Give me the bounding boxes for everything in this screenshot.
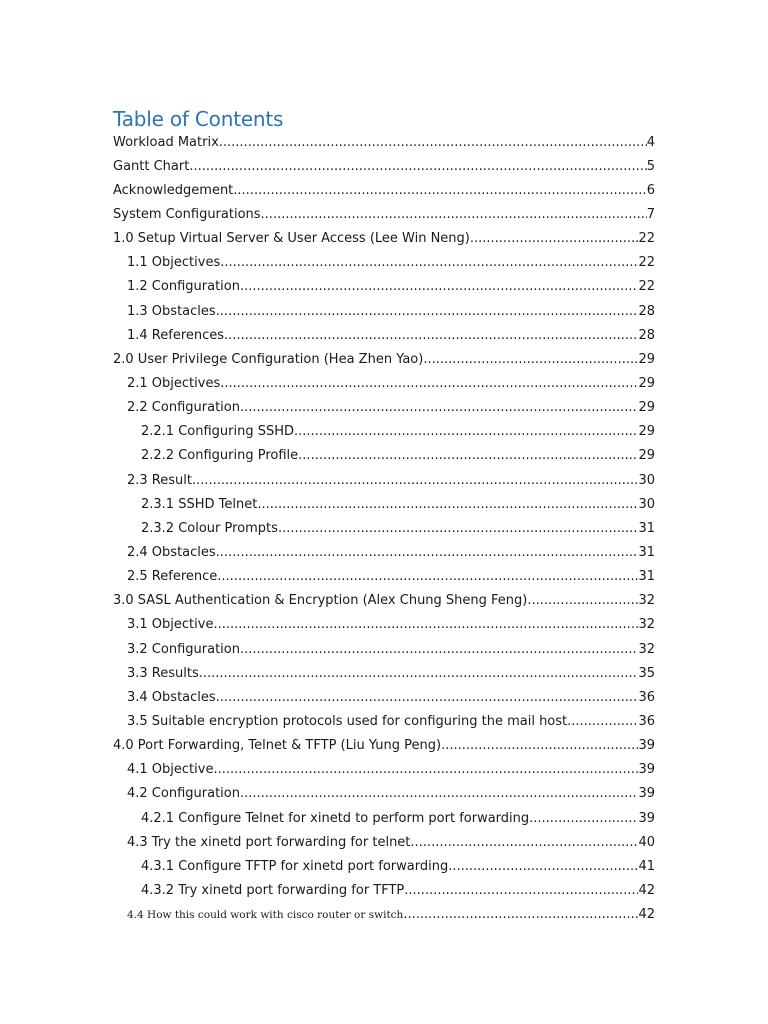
toc-entry[interactable]: [0, 371, 768, 395]
toc-entry-page-number[interactable]: 29: [638, 400, 655, 416]
toc-entry-row[interactable]: [113, 159, 655, 174]
toc-entry-label[interactable]: System Configurations: [113, 206, 261, 222]
toc-entry[interactable]: [0, 878, 768, 902]
toc-entry-page-number[interactable]: 28: [638, 303, 655, 319]
dot-leader: [199, 666, 639, 681]
dot-leader: [233, 183, 646, 198]
toc-entry[interactable]: [0, 589, 768, 613]
dot-leader: [527, 593, 638, 608]
toc-entry-page-number[interactable]: 22: [638, 255, 655, 271]
toc-entry[interactable]: [0, 227, 768, 251]
dot-leader: [294, 424, 638, 439]
toc-entry-row[interactable]: [113, 207, 655, 222]
toc-entry-label[interactable]: 3.1 Objective: [127, 617, 214, 633]
dot-leader: [410, 835, 638, 850]
toc-entry[interactable]: [0, 685, 768, 709]
dot-leader: [213, 762, 638, 777]
dot-leader: [448, 859, 638, 874]
toc-entry-row[interactable]: [127, 714, 655, 729]
toc-entry-page-number[interactable]: 22: [638, 279, 655, 295]
toc-entry-row[interactable]: [141, 448, 655, 463]
toc-entry-label[interactable]: 3.2 Configuration: [127, 641, 240, 657]
dot-leader: [216, 545, 639, 560]
toc-entry-row[interactable]: [127, 835, 655, 850]
dot-leader: [189, 159, 646, 174]
toc-entry[interactable]: [0, 565, 768, 589]
toc-entry-row[interactable]: [141, 859, 655, 874]
toc-entry[interactable]: [0, 468, 768, 492]
toc-entry[interactable]: [0, 516, 768, 540]
toc-entry-label[interactable]: 4.1 Objective: [127, 762, 214, 778]
dot-leader: [240, 400, 638, 415]
dot-leader: [192, 473, 638, 488]
toc-entry-label[interactable]: 4.3.1 Configure TFTP for xinetd port forwarding: [141, 858, 449, 874]
toc-entry-label[interactable]: 1.3 Obstacles: [127, 303, 216, 319]
toc-entry-label[interactable]: 1.0 Setup Virtual Server & User Access (Lee Win Neng): [113, 231, 470, 247]
toc-entry-row[interactable]: [113, 183, 655, 198]
dot-leader: [567, 714, 638, 729]
toc-entry-page-number[interactable]: 41: [638, 858, 655, 874]
toc-entry-page-number[interactable]: 39: [638, 738, 655, 754]
toc-entry[interactable]: [0, 251, 768, 275]
dot-leader: [470, 231, 639, 246]
toc-entry[interactable]: [0, 299, 768, 323]
toc-entry-page-number[interactable]: 29: [638, 424, 655, 440]
dot-leader: [240, 279, 638, 294]
toc-entry-label[interactable]: 1.4 References: [127, 327, 225, 343]
toc-entry-label[interactable]: Workload Matrix: [113, 134, 219, 150]
dot-leader: [298, 448, 638, 463]
toc-entry[interactable]: [0, 396, 768, 420]
toc-entry-label[interactable]: 1.1 Objectives: [127, 255, 221, 271]
toc-entry-label[interactable]: 2.4 Obstacles: [127, 544, 216, 560]
toc-entry[interactable]: [0, 613, 768, 637]
toc-entry-page-number[interactable]: 32: [638, 593, 655, 609]
toc-entry-row[interactable]: [127, 690, 655, 705]
toc-entry-label[interactable]: 3.0 SASL Authentication & Encryption (Alex Chung Sheng Feng): [113, 593, 528, 609]
dot-leader: [216, 304, 639, 319]
dot-leader: [219, 135, 647, 150]
toc-entry[interactable]: [0, 758, 768, 782]
toc-entry-row[interactable]: [127, 473, 655, 488]
toc-entry-row[interactable]: [113, 593, 655, 608]
toc-list: [0, 130, 768, 927]
toc-entry-page-number[interactable]: 36: [638, 713, 655, 729]
toc-entry-row[interactable]: [127, 304, 655, 319]
toc-entry-label[interactable]: 2.3.1 SSHD Telnet: [141, 496, 258, 512]
toc-entry-page-number[interactable]: 7: [646, 206, 655, 222]
toc-entry[interactable]: [0, 130, 768, 154]
toc-entry-page-number[interactable]: 36: [638, 689, 655, 705]
dot-leader: [257, 497, 638, 512]
toc-entry-label[interactable]: 2.3.2 Colour Prompts: [141, 520, 278, 536]
toc-entry-label[interactable]: 1.2 Configuration: [127, 279, 240, 295]
toc-entry-page-number[interactable]: 31: [638, 544, 655, 560]
toc-entry-label[interactable]: 2.3 Result: [127, 472, 192, 488]
toc-entry-page-number[interactable]: 29: [638, 448, 655, 464]
toc-entry-page-number[interactable]: 6: [646, 182, 655, 198]
dot-leader: [441, 738, 638, 753]
toc-entry-label[interactable]: 2.2 Configuration: [127, 400, 240, 416]
dot-leader: [220, 255, 638, 270]
toc-entry-label[interactable]: Gantt Chart: [113, 158, 190, 174]
toc-entry-page-number[interactable]: 39: [638, 762, 655, 778]
toc-entry[interactable]: [0, 154, 768, 178]
toc-entry-row[interactable]: [127, 569, 655, 584]
toc-entry-label[interactable]: Acknowledgement: [113, 182, 234, 198]
toc-entry-page-number[interactable]: 32: [638, 641, 655, 657]
toc-entry-page-number[interactable]: 32: [638, 617, 655, 633]
toc-entry-row[interactable]: [127, 279, 655, 294]
toc-entry-row[interactable]: [127, 786, 655, 801]
toc-entry-label[interactable]: 4.4 How this could work with cisco router or switch: [127, 909, 404, 922]
toc-entry-row[interactable]: [127, 642, 655, 657]
toc-entry-label[interactable]: 2.1 Objectives: [127, 375, 221, 391]
toc-entry-label[interactable]: 3.5 Suitable encryption protocols used for configuring the mail host: [127, 713, 568, 729]
toc-entry-page-number[interactable]: 22: [638, 231, 655, 247]
dot-leader: [220, 376, 638, 391]
dot-leader: [217, 569, 638, 584]
toc-entry-row[interactable]: [141, 811, 655, 826]
toc-entry-row[interactable]: [127, 762, 655, 777]
toc-entry-label[interactable]: 2.0 User Privilege Configuration (Hea Zhen Yao): [113, 351, 424, 367]
dot-leader: [240, 642, 638, 657]
toc-entry[interactable]: [0, 275, 768, 299]
toc-entry-label[interactable]: 3.3 Results: [127, 665, 199, 681]
toc-entry-page-number[interactable]: 39: [638, 786, 655, 802]
toc-entry-label[interactable]: 2.2.1 Configuring SSHD: [141, 424, 295, 440]
toc-entry-row[interactable]: [113, 738, 655, 753]
toc-entry-row[interactable]: [127, 376, 655, 391]
toc-entry-page-number[interactable]: 28: [638, 327, 655, 343]
toc-entry[interactable]: [0, 661, 768, 685]
toc-entry-page-number[interactable]: 31: [638, 569, 655, 585]
toc-entry-row[interactable]: [113, 135, 655, 150]
toc-entry-row[interactable]: [141, 883, 655, 898]
toc-entry[interactable]: [0, 420, 768, 444]
toc-entry-row[interactable]: [127, 617, 655, 632]
dot-leader: [216, 690, 639, 705]
toc-entry[interactable]: [0, 709, 768, 733]
dot-leader: [404, 883, 638, 898]
toc-entry-label[interactable]: 2.2.2 Configuring Profile: [141, 448, 299, 464]
toc-entry-label[interactable]: 4.3.2 Try xinetd port forwarding for TFTP: [141, 882, 405, 898]
toc-entry[interactable]: [0, 444, 768, 468]
dot-leader: [278, 521, 639, 536]
toc-entry-row[interactable]: [127, 545, 655, 560]
toc-entry[interactable]: [0, 806, 768, 830]
toc-entry-row[interactable]: [127, 400, 655, 415]
toc-entry[interactable]: [0, 854, 768, 878]
toc-entry-label[interactable]: 4.2 Configuration: [127, 786, 240, 802]
toc-title: Table of Contents: [113, 107, 284, 131]
toc-entry-page-number[interactable]: 29: [638, 351, 655, 367]
toc-entry-row[interactable]: [113, 352, 655, 367]
toc-entry[interactable]: [0, 178, 768, 202]
toc-entry-label[interactable]: 3.4 Obstacles: [127, 689, 216, 705]
toc-entry-row[interactable]: [127, 255, 655, 270]
toc-entry[interactable]: [0, 637, 768, 661]
dot-leader: [224, 328, 638, 343]
toc-entry[interactable]: [0, 903, 768, 927]
dot-leader: [261, 207, 647, 222]
toc-entry-page-number[interactable]: 35: [638, 665, 655, 681]
dot-leader: [213, 617, 638, 632]
toc-entry-page-number[interactable]: 4: [646, 134, 655, 150]
toc-entry[interactable]: [0, 202, 768, 226]
toc-entry[interactable]: [0, 323, 768, 347]
toc-entry-label[interactable]: 4.0 Port Forwarding, Telnet & TFTP (Liu Yung Peng): [113, 738, 442, 754]
toc-entry-page-number[interactable]: 40: [638, 834, 655, 850]
toc-entry[interactable]: [0, 540, 768, 564]
toc-entry-page-number[interactable]: 42: [638, 882, 655, 898]
toc-entry-row[interactable]: [141, 497, 655, 512]
toc-entry-row[interactable]: [127, 907, 655, 922]
toc-entry-page-number[interactable]: 30: [638, 472, 655, 488]
toc-entry-row[interactable]: [113, 231, 655, 246]
toc-entry-row[interactable]: [127, 328, 655, 343]
toc-entry[interactable]: [0, 492, 768, 516]
toc-entry[interactable]: [0, 782, 768, 806]
dot-leader: [529, 811, 638, 826]
dot-leader: [403, 907, 638, 922]
toc-entry-label[interactable]: 4.2.1 Configure Telnet for xinetd to perform port forwarding: [141, 810, 530, 826]
dot-leader: [240, 786, 638, 801]
toc-entry-page-number[interactable]: 31: [638, 520, 655, 536]
toc-entry-page-number[interactable]: 39: [638, 810, 655, 826]
toc-entry-label[interactable]: 4.3 Try the xinetd port forwarding for telnet: [127, 834, 411, 850]
toc-entry-row[interactable]: [127, 666, 655, 681]
toc-entry-row[interactable]: [141, 424, 655, 439]
toc-entry-page-number[interactable]: 5: [646, 158, 655, 174]
toc-entry-page-number[interactable]: 30: [638, 496, 655, 512]
toc-entry-label[interactable]: 2.5 Reference: [127, 569, 218, 585]
toc-entry[interactable]: [0, 830, 768, 854]
toc-entry-row[interactable]: [141, 521, 655, 536]
toc-entry-page-number[interactable]: 42: [638, 907, 655, 923]
toc-entry[interactable]: [0, 347, 768, 371]
dot-leader: [423, 352, 638, 367]
toc-entry[interactable]: [0, 734, 768, 758]
toc-entry-page-number[interactable]: 29: [638, 375, 655, 391]
